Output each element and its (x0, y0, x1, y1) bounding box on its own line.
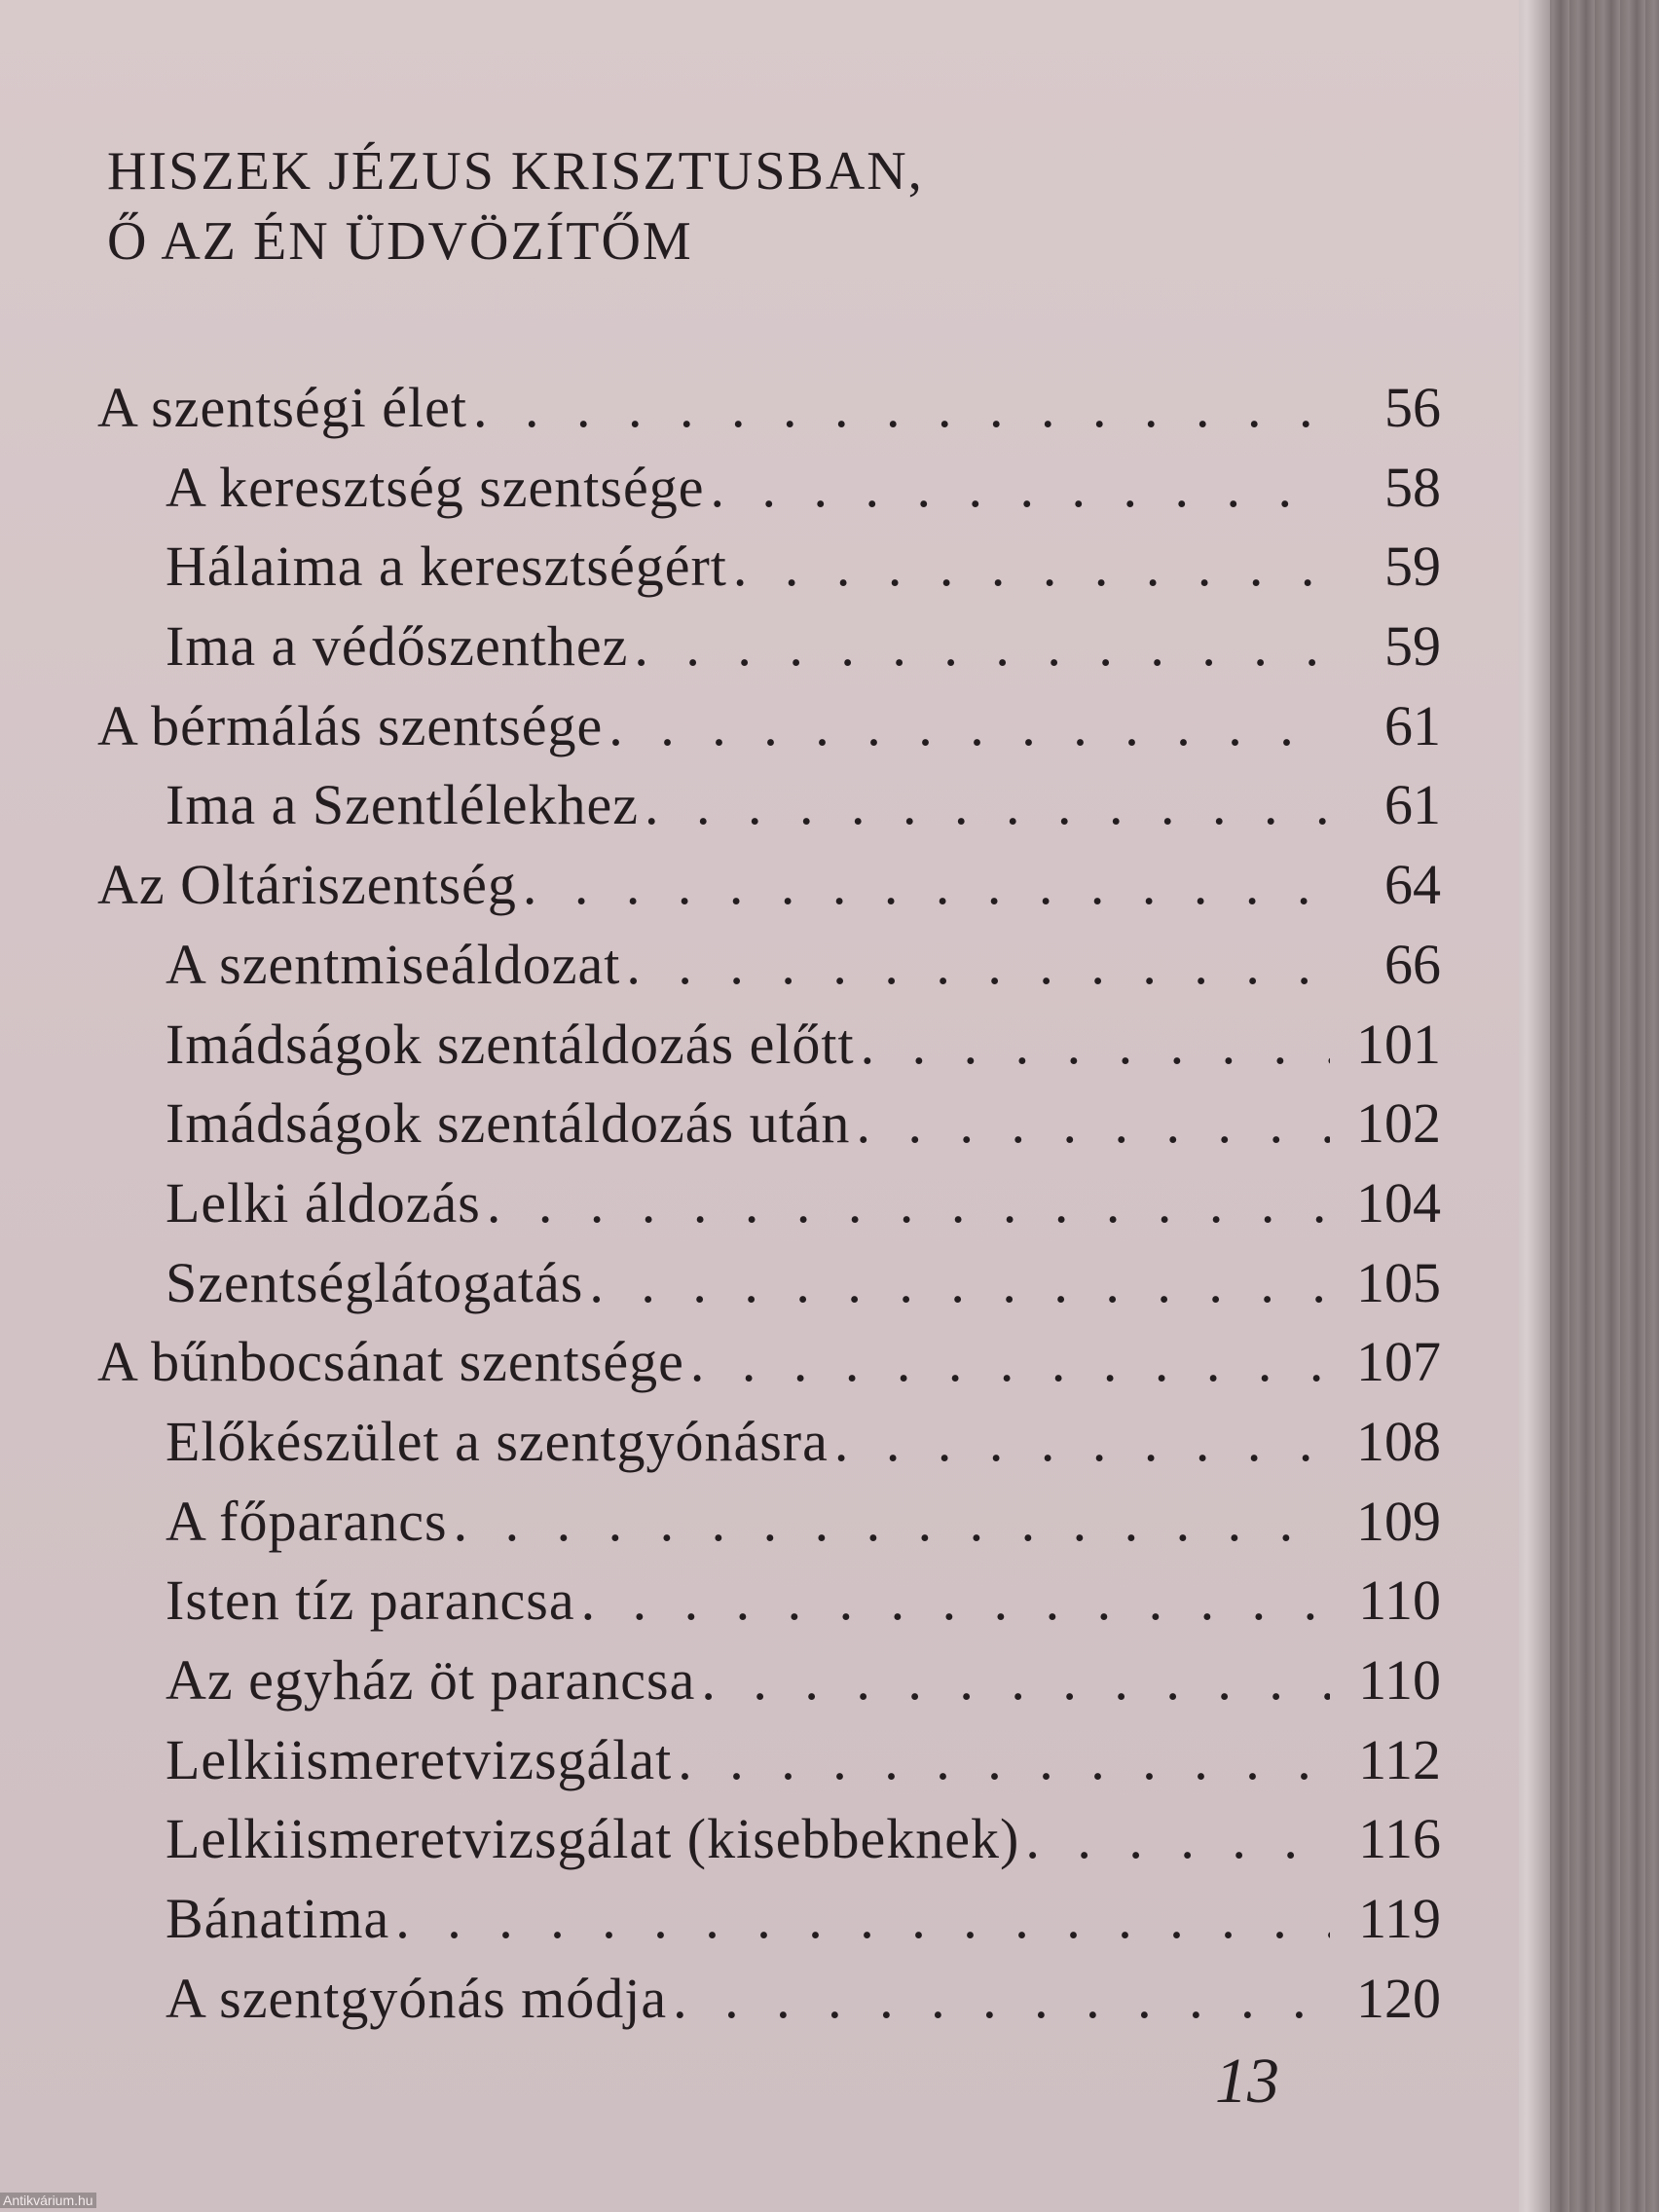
toc-entry-page: 120 (1356, 1966, 1441, 2030)
dot-leader (678, 1720, 1330, 1800)
toc-entry-page: 59 (1384, 535, 1441, 599)
toc-entry-page: 102 (1356, 1091, 1441, 1156)
toc-entry-title: A szentgyónás módja (166, 1966, 668, 2030)
toc-entry-page: 101 (1356, 1012, 1441, 1076)
dot-leader (395, 1879, 1330, 1959)
dot-leader (626, 925, 1330, 1005)
toc-entry (0, 1641, 1441, 1720)
toc-entry-page: 59 (1384, 614, 1441, 679)
toc-entry-title: A bűnbocsánat szentsége (97, 1330, 684, 1394)
toc-entry-page: 107 (1356, 1330, 1441, 1394)
toc-entry-title: Ima a Szentlélekhez (166, 773, 639, 837)
toc-entry-title: A szentségi élet (97, 376, 468, 439)
dot-leader (834, 1402, 1330, 1482)
heading-line-1: HISZEK JÉZUS KRISZTUSBAN, (107, 141, 924, 202)
toc-entry-page: 119 (1358, 1887, 1441, 1951)
dot-leader (733, 527, 1330, 607)
toc-entry-title: A szentmiseáldozat (166, 932, 621, 996)
toc-entry-title: Imádságok szentáldozás előtt (166, 1012, 855, 1076)
toc-entry-title: A főparancs (166, 1489, 448, 1553)
dot-leader (673, 1959, 1330, 2039)
toc-entry (0, 1720, 1441, 1800)
toc-entry (0, 448, 1441, 528)
toc-entry (0, 765, 1441, 845)
toc-entry-page: 64 (1384, 853, 1441, 917)
toc-entry (0, 1561, 1441, 1641)
toc-entry (0, 1322, 1441, 1402)
toc-entry-page: 110 (1358, 1648, 1441, 1712)
toc-entry-title: Ima a védőszenthez (166, 614, 629, 679)
toc-entry (0, 845, 1441, 925)
toc-entry (0, 1163, 1441, 1243)
toc-entry-page: 56 (1384, 376, 1441, 439)
toc-entry-title: Isten tíz parancsa (166, 1568, 575, 1633)
heading-line-2: Ő AZ ÉN ÜDVÖZÍTŐM (107, 211, 693, 272)
toc-entry (0, 607, 1441, 686)
dot-leader (856, 1084, 1330, 1163)
toc-entry-title: Lelkiismeretvizsgálat (kisebbeknek) (166, 1807, 1020, 1871)
toc-entry-title: Az egyház öt parancsa (166, 1648, 696, 1712)
dot-leader (645, 765, 1330, 845)
toc-entry-page: 61 (1384, 693, 1441, 757)
toc-entry-page: 112 (1358, 1727, 1441, 1791)
toc-entry (0, 1879, 1441, 1959)
dot-leader (608, 686, 1330, 766)
toc-entry-title: Hálaima a keresztségért (166, 535, 727, 599)
toc-entry (0, 686, 1441, 766)
dot-leader (523, 845, 1330, 925)
toc-entry-title: Lelki áldozás (166, 1170, 481, 1235)
toc-entry-title: Lelkiismeretvizsgálat (166, 1727, 673, 1791)
toc-entry-title: Bánatima (166, 1887, 390, 1951)
section-heading (107, 136, 924, 276)
toc-entry (0, 1799, 1441, 1879)
table-of-contents (0, 368, 1441, 2038)
dot-leader (473, 368, 1330, 448)
toc-entry-title: Az Oltáriszentség (97, 853, 517, 917)
toc-entry (0, 1005, 1441, 1085)
dot-leader (634, 607, 1330, 686)
toc-entry-page: 116 (1358, 1807, 1441, 1871)
dot-leader (487, 1163, 1330, 1243)
toc-entry (0, 1482, 1441, 1562)
toc-entry-title: Imádságok szentáldozás után (166, 1091, 851, 1156)
dot-leader (861, 1005, 1330, 1085)
watermark: Antikvárium.hu (0, 2193, 96, 2208)
dot-leader (701, 1641, 1330, 1720)
toc-entry (0, 527, 1441, 607)
dot-leader (690, 1322, 1330, 1402)
toc-entry-title: A keresztség szentsége (166, 455, 705, 519)
toc-entry-page: 110 (1358, 1568, 1441, 1633)
dot-leader (1025, 1799, 1330, 1879)
toc-entry-page: 108 (1356, 1409, 1441, 1473)
toc-entry-title: A bérmálás szentsége (97, 693, 604, 757)
toc-entry-title: Előkészület a szentgyónásra (166, 1409, 829, 1473)
page-number: 13 (1215, 2046, 1279, 2117)
dot-leader (581, 1561, 1330, 1641)
toc-entry (0, 925, 1441, 1005)
dot-leader (589, 1243, 1330, 1323)
toc-entry-page: 109 (1356, 1489, 1441, 1553)
toc-entry-title: Szentséglátogatás (166, 1250, 584, 1314)
toc-entry (0, 1402, 1441, 1482)
toc-entry (0, 1959, 1441, 2039)
toc-entry (0, 368, 1441, 448)
toc-entry (0, 1243, 1441, 1323)
toc-entry-page: 104 (1356, 1170, 1441, 1235)
toc-entry-page: 61 (1384, 773, 1441, 837)
toc-entry-page: 66 (1384, 932, 1441, 996)
dot-leader (710, 448, 1330, 528)
toc-entry (0, 1084, 1441, 1163)
toc-entry-page: 58 (1384, 455, 1441, 519)
toc-entry-page: 105 (1356, 1250, 1441, 1314)
dot-leader (454, 1482, 1330, 1562)
